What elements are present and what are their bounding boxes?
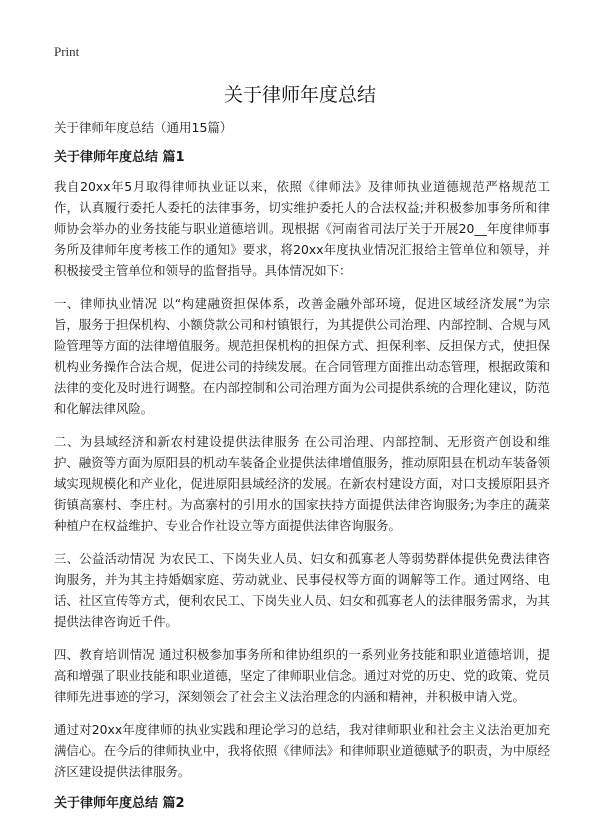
paragraph: 我自20xx年5月取得律师执业证以来，依照《律师法》及律师执业道德规范严格规范工作，认真履行委托人委托的法律事务，切实维护委托人的合法权益;并积极参加事务所和律师协会举办的业务技能与职业道德培训。现根据《河南省司法厅关于开展20__年度律师事务所及律师年度考核工作的通知》要求，将20xx年度执业情况汇报给主管单位和领导，并积极接受主管单位和领导的监督指导。具体情况如下：	[54, 179, 550, 278]
print-button[interactable]: Print	[54, 44, 80, 59]
section-heading: 关于律师年度总结 篇1	[54, 150, 185, 165]
paragraph: 通过对20xx年度律师的执业实践和理论学习的总结，我对律师职业和社会主义法治更加充满信心。在今后的律师执业中，我将依照《律师法》和律师职业道德赋予的职责，为中原经济区建设提供法律服务。	[54, 722, 550, 779]
paragraph: 一、律师执业情况 以“构建融资担保体系，改善金融外部环境，促进区域经济发展”为宗旨，服务于担保机构、小额贷款公司和村镇银行，为其提供公司治理、内部控制、合规与风险管理等方面的法律增值服务。规范担保机构的担保方式、担保利率、反担保方式，使担保机构业务操作合法合规，促进公司的持续发展。在合同管理方面推出动态管理，根据政策和法律的变化及时进行调整。在内部控制和公司治理方面为公司提供系统的合理化建议，防范和化解法律风险。	[54, 296, 550, 416]
paragraph: 二、为县域经济和新农村建设提供法律服务 在公司治理、内部控制、无形资产创设和维护、融资等方面为原阳县的机动车装备企业提供法律增值服务，推动原阳县在机动车装备领域实现规模化和产业化，促进原阳县域经济的发展。在新农村建设方面，对口支援原阳县齐街镇高寨村、李庄村。为高寨村的引用水的国家扶持方面提供法律咨询服务;为李庄的蔬菜种植户在权益维护、专业合作社设立等方面提供法律咨询服务。	[54, 434, 550, 533]
document-body	[54, 118, 550, 822]
page-title: 关于律师年度总结	[223, 84, 376, 106]
paragraph: 四、教育培训情况 通过积极参加事务所和律协组织的一系列业务技能和职业道德培训，提高和增强了职业技能和职业道德，坚定了律师职业信念。通过对党的历史、党的政策、党员律师先进事迹的学习，深刻领会了社会主义法治理念的内涵和精神，并积极申请入党。	[54, 647, 550, 704]
paragraph: 三、公益活动情况 为农民工、下岗失业人员、妇女和孤寡老人等弱势群体提供免费法律咨询服务，并为其主持婚姻家庭、劳动就业、民事侵权等方面的调解等工作。通过网络、电话、社区宣传等方式，便利农民工、下岗失业人员、妇女和孤寡老人的法律服务需求，为其提供法律咨询近千件。	[54, 551, 550, 629]
section-heading: 关于律师年度总结 篇2	[54, 796, 185, 811]
document-subtitle: 关于律师年度总结（通用15篇）	[54, 120, 233, 135]
